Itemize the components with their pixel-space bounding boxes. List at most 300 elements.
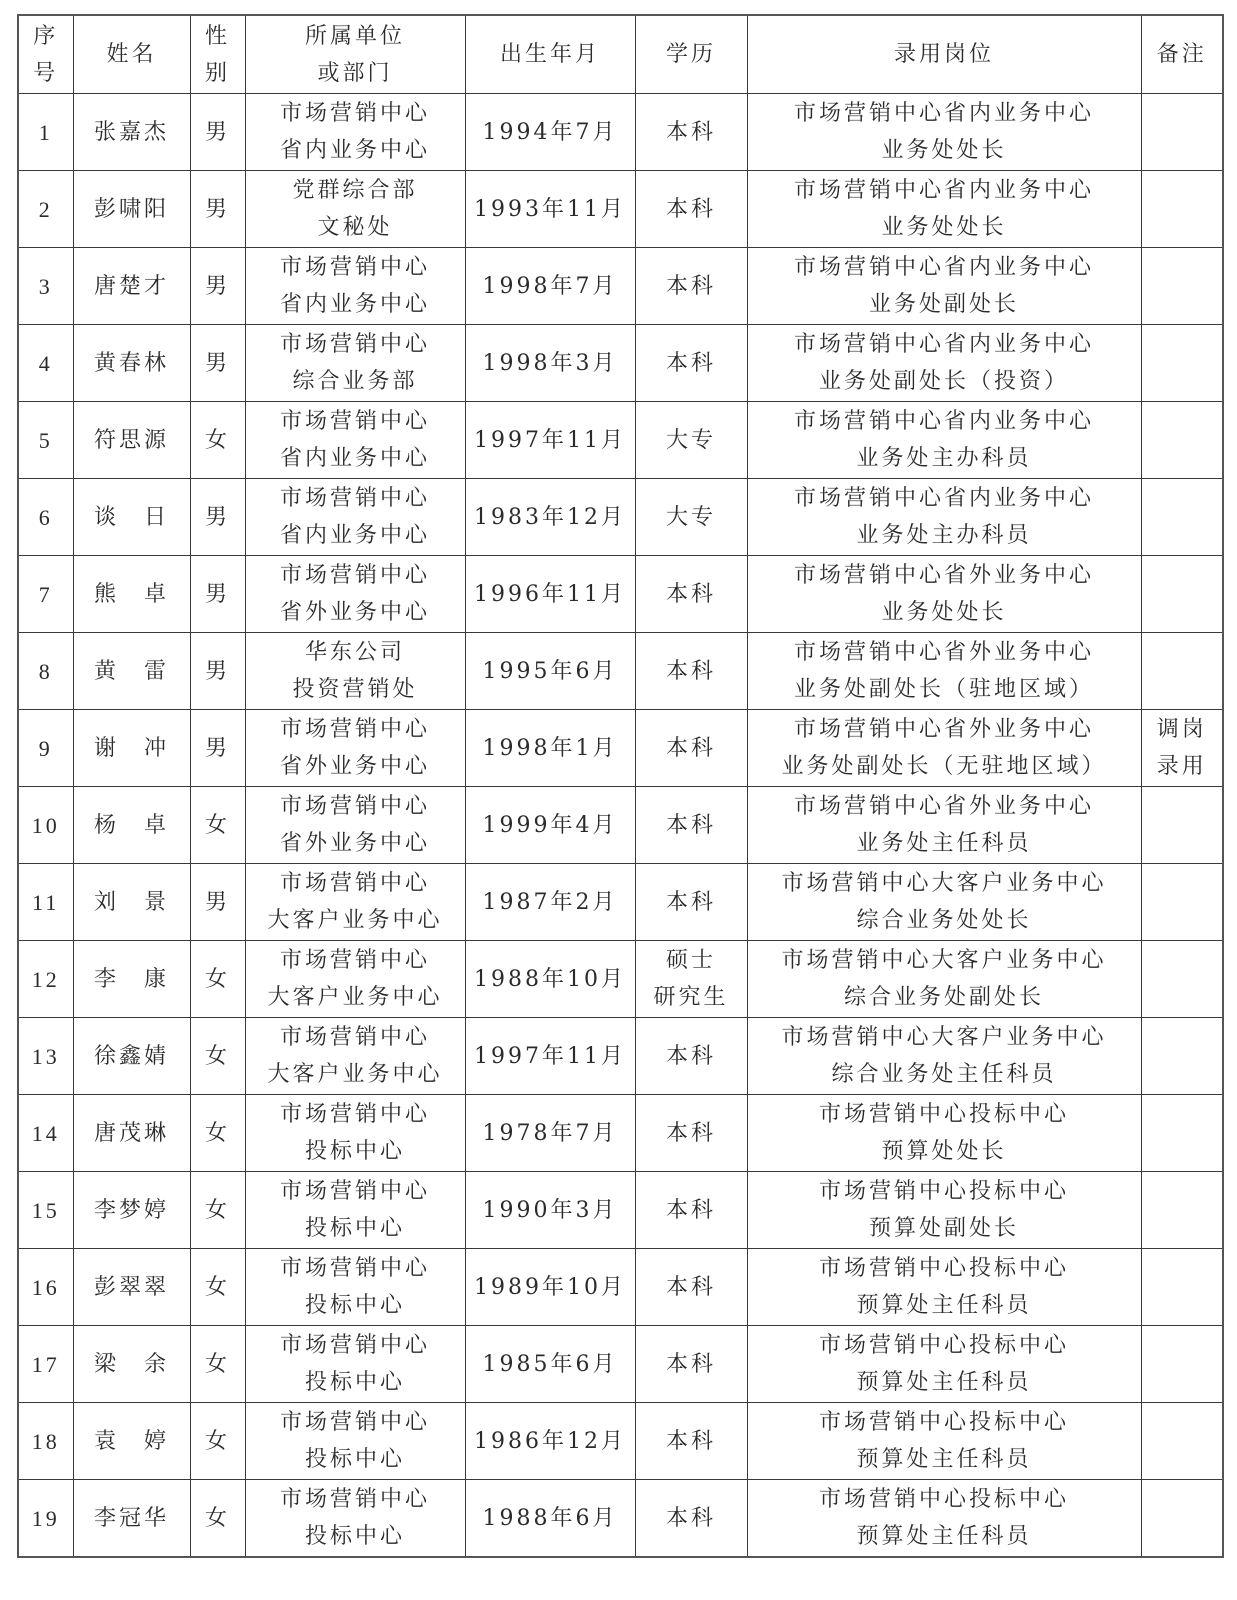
position-line: 预算处副处长 [868, 1216, 1019, 1241]
position-line: 市场营销中心投标中心 [818, 1410, 1069, 1435]
name-value: 唐楚才 [93, 273, 169, 299]
cell-unit [245, 787, 465, 864]
birth-value: 1990年3月 [482, 1197, 618, 1223]
education-line: 本科 [665, 273, 716, 299]
position-line: 业务处处长 [881, 600, 1007, 625]
cell-education [635, 325, 747, 402]
table-body [18, 94, 1223, 1558]
cell-unit [245, 864, 465, 941]
birth-value: 1987年2月 [482, 889, 618, 915]
cell-gender [190, 1018, 245, 1095]
header-education-label: 学历 [665, 42, 716, 67]
index-value: 15 [31, 1197, 60, 1223]
name-value: 张嘉杰 [93, 119, 169, 145]
cell-unit [245, 1172, 465, 1249]
cell-index [18, 710, 73, 787]
header-position-label: 录用岗位 [893, 42, 994, 67]
cell-gender [190, 787, 245, 864]
name-value: 黄春林 [93, 350, 169, 376]
cell-birth [465, 864, 635, 941]
cell-gender [190, 941, 245, 1018]
cell-gender [190, 402, 245, 479]
cell-position [747, 941, 1141, 1018]
remark-line: 调岗 [1156, 717, 1207, 742]
name-value: 黄 雷 [93, 658, 169, 684]
cell-position [747, 633, 1141, 710]
unit-line: 省外业务中心 [279, 754, 430, 779]
cell-unit [245, 171, 465, 248]
cell-name [73, 94, 190, 171]
gender-value: 女 [204, 966, 230, 992]
cell-remark [1141, 633, 1223, 710]
unit-line: 市场营销中心 [279, 1179, 430, 1204]
gender-value: 女 [204, 1274, 230, 1300]
cell-gender [190, 1403, 245, 1480]
cell-unit [245, 1326, 465, 1403]
index-value: 8 [38, 658, 53, 684]
cell-unit [245, 556, 465, 633]
position-line: 业务处主任科员 [856, 831, 1032, 856]
cell-index [18, 556, 73, 633]
header-unit-line-1: 所属单位 [304, 23, 405, 49]
cell-remark [1141, 556, 1223, 633]
unit-line: 市场营销中心 [279, 1025, 430, 1050]
cell-education [635, 1172, 747, 1249]
education-line: 本科 [665, 1197, 716, 1223]
cell-unit [245, 1403, 465, 1480]
gender-value: 男 [204, 196, 230, 222]
education-line: 大专 [665, 427, 716, 453]
header-index-line-2: 号 [33, 60, 59, 86]
cell-name [73, 1095, 190, 1172]
cell-position [747, 864, 1141, 941]
cell-unit [245, 248, 465, 325]
cell-unit [245, 1249, 465, 1326]
cell-name [73, 1249, 190, 1326]
gender-value: 男 [204, 350, 230, 376]
education-line: 本科 [665, 119, 716, 145]
table-row [18, 633, 1223, 710]
cell-gender [190, 633, 245, 710]
education-line: 本科 [665, 1274, 716, 1300]
cell-gender [190, 1249, 245, 1326]
unit-line: 省内业务中心 [279, 523, 430, 548]
header-education [635, 15, 747, 94]
unit-line: 市场营销中心 [279, 871, 430, 896]
gender-value: 男 [204, 581, 230, 607]
cell-birth [465, 94, 635, 171]
index-value: 2 [38, 196, 53, 222]
cell-birth [465, 1480, 635, 1558]
position-line: 市场营销中心投标中心 [818, 1102, 1069, 1127]
unit-line: 大客户业务中心 [267, 908, 443, 933]
cell-position [747, 248, 1141, 325]
cell-gender [190, 479, 245, 556]
cell-unit [245, 94, 465, 171]
header-unit-line-2: 或部门 [317, 60, 393, 86]
education-line: 本科 [665, 735, 716, 761]
position-line: 市场营销中心省内业务中心 [793, 486, 1094, 511]
cell-education [635, 1249, 747, 1326]
cell-name [73, 1172, 190, 1249]
birth-value: 1998年3月 [482, 350, 618, 376]
cell-birth [465, 479, 635, 556]
gender-value: 男 [204, 504, 230, 530]
cell-index [18, 325, 73, 402]
cell-birth [465, 1018, 635, 1095]
table-row [18, 1018, 1223, 1095]
gender-value: 女 [204, 1197, 230, 1223]
cell-birth [465, 248, 635, 325]
index-value: 17 [31, 1351, 60, 1377]
cell-position [747, 787, 1141, 864]
position-line: 综合业务处主任科员 [831, 1062, 1057, 1087]
birth-value: 1998年7月 [482, 273, 618, 299]
cell-education [635, 1403, 747, 1480]
education-line: 本科 [665, 1120, 716, 1146]
cell-position [747, 1480, 1141, 1558]
unit-line: 市场营销中心 [279, 563, 430, 588]
gender-value: 男 [204, 658, 230, 684]
cell-position [747, 94, 1141, 171]
position-line: 预算处主任科员 [856, 1524, 1032, 1549]
cell-birth [465, 402, 635, 479]
cell-gender [190, 1480, 245, 1558]
position-line: 市场营销中心大客户业务中心 [781, 1025, 1107, 1050]
index-value: 3 [38, 273, 53, 299]
cell-index [18, 1480, 73, 1558]
cell-position [747, 1172, 1141, 1249]
cell-education [635, 479, 747, 556]
table-row [18, 864, 1223, 941]
header-index-line-1: 序 [33, 23, 59, 49]
cell-remark [1141, 1018, 1223, 1095]
birth-value: 1983年12月 [474, 504, 626, 530]
cell-position [747, 402, 1141, 479]
name-value: 刘 景 [93, 889, 169, 915]
hiring-roster-table [17, 14, 1224, 1558]
gender-value: 女 [204, 1043, 230, 1069]
position-line: 业务处主办科员 [856, 446, 1032, 471]
cell-gender [190, 171, 245, 248]
cell-index [18, 248, 73, 325]
table-row [18, 941, 1223, 1018]
unit-line: 投标中心 [304, 1524, 405, 1549]
gender-value: 女 [204, 1505, 230, 1531]
cell-name [73, 633, 190, 710]
unit-line: 市场营销中心 [279, 717, 430, 742]
table-row [18, 325, 1223, 402]
position-line: 市场营销中心投标中心 [818, 1179, 1069, 1204]
cell-birth [465, 1095, 635, 1172]
header-gender-line-2: 别 [204, 60, 230, 86]
birth-value: 1994年7月 [482, 119, 618, 145]
birth-value: 1978年7月 [482, 1120, 618, 1146]
unit-line: 文秘处 [317, 215, 393, 240]
table-row [18, 1095, 1223, 1172]
header-gender [190, 15, 245, 94]
cell-remark [1141, 787, 1223, 864]
birth-value: 1996年11月 [474, 581, 626, 607]
unit-line: 综合业务部 [292, 369, 418, 394]
cell-index [18, 864, 73, 941]
education-line: 研究生 [653, 985, 729, 1010]
position-line: 市场营销中心投标中心 [818, 1333, 1069, 1358]
header-row [18, 15, 1223, 94]
cell-gender [190, 864, 245, 941]
unit-line: 党群综合部 [292, 178, 418, 203]
name-value: 李梦婷 [93, 1197, 169, 1223]
header-name [73, 15, 190, 94]
cell-education [635, 941, 747, 1018]
education-line: 本科 [665, 1428, 716, 1454]
cell-gender [190, 710, 245, 787]
table-row [18, 556, 1223, 633]
gender-value: 女 [204, 427, 230, 453]
unit-line: 市场营销中心 [279, 255, 430, 280]
cell-unit [245, 941, 465, 1018]
cell-index [18, 402, 73, 479]
cell-remark [1141, 941, 1223, 1018]
cell-birth [465, 171, 635, 248]
table-row [18, 171, 1223, 248]
gender-value: 女 [204, 1351, 230, 1377]
birth-value: 1989年10月 [474, 1274, 626, 1300]
unit-line: 省外业务中心 [279, 600, 430, 625]
index-value: 9 [38, 735, 53, 761]
cell-education [635, 1480, 747, 1558]
header-birth [465, 15, 635, 94]
cell-gender [190, 1326, 245, 1403]
cell-position [747, 1018, 1141, 1095]
position-line: 业务处处长 [881, 138, 1007, 163]
table-row [18, 1326, 1223, 1403]
unit-line: 投标中心 [304, 1139, 405, 1164]
unit-line: 华东公司 [304, 640, 405, 665]
unit-line: 市场营销中心 [279, 332, 430, 357]
index-value: 16 [31, 1274, 60, 1300]
remark-line: 录用 [1156, 754, 1207, 779]
cell-birth [465, 787, 635, 864]
position-line: 市场营销中心省内业务中心 [793, 101, 1094, 126]
cell-birth [465, 556, 635, 633]
position-line: 市场营销中心省内业务中心 [793, 332, 1094, 357]
index-value: 1 [38, 119, 53, 145]
cell-remark [1141, 1480, 1223, 1558]
name-value: 杨 卓 [93, 812, 169, 838]
table-row [18, 787, 1223, 864]
cell-position [747, 1403, 1141, 1480]
cell-unit [245, 479, 465, 556]
cell-position [747, 556, 1141, 633]
position-line: 综合业务处副处长 [843, 985, 1044, 1010]
cell-name [73, 1403, 190, 1480]
unit-line: 省内业务中心 [279, 446, 430, 471]
position-line: 业务处副处长（投资） [818, 369, 1069, 394]
cell-position [747, 171, 1141, 248]
cell-index [18, 787, 73, 864]
cell-birth [465, 325, 635, 402]
cell-gender [190, 1172, 245, 1249]
header-name-label: 姓名 [106, 42, 157, 67]
unit-line: 市场营销中心 [279, 1256, 430, 1281]
table-row [18, 479, 1223, 556]
education-line: 本科 [665, 196, 716, 222]
index-value: 5 [38, 427, 53, 453]
cell-name [73, 479, 190, 556]
education-line: 本科 [665, 1351, 716, 1377]
cell-position [747, 325, 1141, 402]
cell-index [18, 1172, 73, 1249]
unit-line: 市场营销中心 [279, 486, 430, 511]
cell-remark [1141, 94, 1223, 171]
table-row [18, 1172, 1223, 1249]
cell-birth [465, 941, 635, 1018]
cell-education [635, 787, 747, 864]
cell-index [18, 1095, 73, 1172]
birth-value: 1998年1月 [482, 735, 618, 761]
cell-unit [245, 1480, 465, 1558]
cell-position [747, 479, 1141, 556]
cell-name [73, 1326, 190, 1403]
position-line: 市场营销中心大客户业务中心 [781, 871, 1107, 896]
education-line: 本科 [665, 658, 716, 684]
unit-line: 省内业务中心 [279, 292, 430, 317]
unit-line: 市场营销中心 [279, 1333, 430, 1358]
position-line: 预算处主任科员 [856, 1370, 1032, 1395]
position-line: 业务处副处长 [868, 292, 1019, 317]
cell-name [73, 864, 190, 941]
cell-name [73, 1018, 190, 1095]
birth-value: 1986年12月 [474, 1428, 626, 1454]
cell-unit [245, 1095, 465, 1172]
table-row [18, 1403, 1223, 1480]
cell-education [635, 864, 747, 941]
cell-name [73, 787, 190, 864]
cell-remark [1141, 1095, 1223, 1172]
unit-line: 大客户业务中心 [267, 985, 443, 1010]
cell-birth [465, 633, 635, 710]
table-row [18, 248, 1223, 325]
birth-value: 1999年4月 [482, 812, 618, 838]
cell-index [18, 633, 73, 710]
gender-value: 女 [204, 1428, 230, 1454]
index-value: 10 [31, 812, 60, 838]
cell-index [18, 1403, 73, 1480]
position-line: 市场营销中心大客户业务中心 [781, 948, 1107, 973]
unit-line: 投标中心 [304, 1216, 405, 1241]
name-value: 徐鑫婧 [93, 1043, 169, 1069]
unit-line: 投资营销处 [292, 677, 418, 702]
cell-name [73, 710, 190, 787]
cell-remark [1141, 479, 1223, 556]
name-value: 谢 冲 [93, 735, 169, 761]
header-gender-line-1: 性 [204, 23, 230, 49]
name-value: 谈 日 [93, 504, 169, 530]
cell-birth [465, 1403, 635, 1480]
index-value: 13 [31, 1043, 60, 1069]
unit-line: 投标中心 [304, 1370, 405, 1395]
cell-remark [1141, 325, 1223, 402]
table-row [18, 710, 1223, 787]
cell-birth [465, 710, 635, 787]
cell-unit [245, 325, 465, 402]
position-line: 市场营销中心省外业务中心 [793, 794, 1094, 819]
name-value: 梁 余 [93, 1351, 169, 1377]
cell-remark [1141, 248, 1223, 325]
name-value: 袁 婷 [93, 1428, 169, 1454]
cell-name [73, 325, 190, 402]
cell-index [18, 1249, 73, 1326]
index-value: 18 [31, 1428, 60, 1454]
cell-unit [245, 1018, 465, 1095]
index-value: 6 [38, 504, 53, 530]
cell-education [635, 1018, 747, 1095]
cell-name [73, 248, 190, 325]
name-value: 李 康 [93, 966, 169, 992]
index-value: 11 [32, 889, 60, 915]
gender-value: 男 [204, 889, 230, 915]
cell-education [635, 1095, 747, 1172]
position-line: 预算处主任科员 [856, 1447, 1032, 1472]
education-line: 本科 [665, 581, 716, 607]
name-value: 符思源 [93, 427, 169, 453]
position-line: 市场营销中心省内业务中心 [793, 409, 1094, 434]
cell-index [18, 1326, 73, 1403]
birth-value: 1988年10月 [474, 966, 626, 992]
header-remark-label: 备注 [1156, 42, 1207, 67]
cell-gender [190, 556, 245, 633]
table-row [18, 1480, 1223, 1558]
cell-remark [1141, 1403, 1223, 1480]
header-remark [1141, 15, 1223, 94]
education-line: 本科 [665, 1043, 716, 1069]
table-row [18, 94, 1223, 171]
cell-education [635, 402, 747, 479]
gender-value: 女 [204, 1120, 230, 1146]
header-unit [245, 15, 465, 94]
cell-remark [1141, 864, 1223, 941]
cell-unit [245, 633, 465, 710]
unit-line: 市场营销中心 [279, 1102, 430, 1127]
cell-gender [190, 325, 245, 402]
unit-line: 市场营销中心 [279, 409, 430, 434]
cell-education [635, 556, 747, 633]
education-line: 本科 [665, 889, 716, 915]
birth-value: 1995年6月 [482, 658, 618, 684]
position-line: 综合业务处处长 [856, 908, 1032, 933]
name-value: 李冠华 [93, 1505, 169, 1531]
cell-gender [190, 1095, 245, 1172]
unit-line: 省外业务中心 [279, 831, 430, 856]
unit-line: 投标中心 [304, 1293, 405, 1318]
birth-value: 1997年11月 [474, 427, 626, 453]
position-line: 预算处处长 [881, 1139, 1007, 1164]
table-header [18, 15, 1223, 94]
cell-name [73, 402, 190, 479]
cell-position [747, 1249, 1141, 1326]
header-position [747, 15, 1141, 94]
cell-position [747, 1095, 1141, 1172]
birth-value: 1985年6月 [482, 1351, 618, 1377]
cell-birth [465, 1326, 635, 1403]
cell-remark [1141, 1249, 1223, 1326]
gender-value: 男 [204, 273, 230, 299]
position-line: 市场营销中心省外业务中心 [793, 563, 1094, 588]
education-line: 大专 [665, 504, 716, 530]
unit-line: 大客户业务中心 [267, 1062, 443, 1087]
gender-value: 女 [204, 812, 230, 838]
